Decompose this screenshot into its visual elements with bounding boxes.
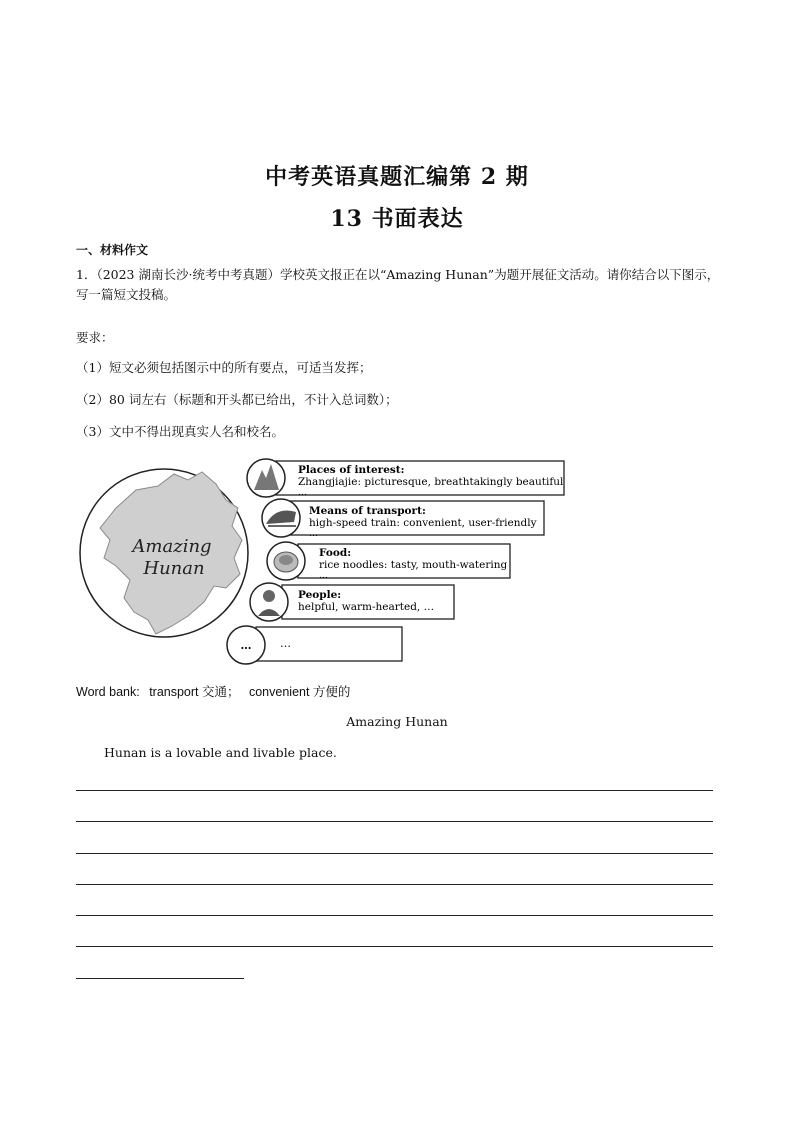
amazing-hunan-diagram xyxy=(76,448,576,670)
answer-line[interactable] xyxy=(76,853,713,854)
answer-line-short[interactable] xyxy=(76,978,244,979)
answer-line[interactable] xyxy=(76,946,713,947)
map-label-line2: Hunan xyxy=(143,558,205,579)
item-title: Places of interest: xyxy=(298,464,405,476)
item-text: … xyxy=(280,637,291,650)
diagram-item-people xyxy=(250,583,454,621)
word-bank-entry: convenient 方便的 xyxy=(248,685,351,699)
map-label-line1: Amazing xyxy=(132,536,212,557)
item-extra: … xyxy=(298,488,307,498)
item-text: high-speed train: convenient, user-friendly xyxy=(309,517,537,529)
requirement-item: （2）80 词左右（标题和开头都已给出，不计入总词数）； xyxy=(76,392,398,407)
item-title: Means of transport: xyxy=(309,505,426,517)
essay-title: Amazing Hunan xyxy=(346,714,448,729)
diagram-item-more xyxy=(227,626,402,664)
answer-line[interactable] xyxy=(76,884,713,885)
item-extra: … xyxy=(309,529,318,539)
answer-line[interactable] xyxy=(76,821,713,822)
diagram-item-places xyxy=(247,459,564,498)
word-bank xyxy=(76,682,356,700)
requirement-item: （3）文中不得出现真实人名和校名。 xyxy=(76,424,284,439)
diagram-item-transport xyxy=(262,499,544,539)
item-extra: … xyxy=(319,571,328,581)
item-title: … xyxy=(240,639,252,652)
requirement-item: （1）短文必须包括图示中的所有要点，可适当发挥； xyxy=(76,360,372,375)
requirements-label: 要求： xyxy=(76,330,114,345)
word-bank-entry: transport 交通； xyxy=(149,685,240,699)
question-prompt: 1．（2023 湖南长沙·统考中考真题）学校英文报正在以“Amazing Hunan”为题开展征文活动。请你结合以下图示，写一篇短文投稿。 xyxy=(76,267,720,302)
item-title: People: xyxy=(298,589,342,601)
item-title: Food: xyxy=(319,547,352,559)
page-subtitle: 13 书面表达 xyxy=(330,206,464,232)
section-heading: 一、材料作文 xyxy=(76,243,149,257)
item-text: Zhangjiajie: picturesque, breathtakingly beautiful xyxy=(298,476,564,488)
diagram-item-food xyxy=(267,542,510,581)
word-bank-label: Word bank: xyxy=(76,685,140,699)
page-title: 中考英语真题汇编第 2 期 xyxy=(265,164,529,190)
answer-line[interactable] xyxy=(76,790,713,791)
item-text: helpful, warm-hearted, … xyxy=(298,601,435,613)
answer-line[interactable] xyxy=(76,915,713,916)
essay-opening: Hunan is a lovable and livable place. xyxy=(104,745,337,760)
item-text: rice noodles: tasty, mouth-watering xyxy=(319,559,508,571)
